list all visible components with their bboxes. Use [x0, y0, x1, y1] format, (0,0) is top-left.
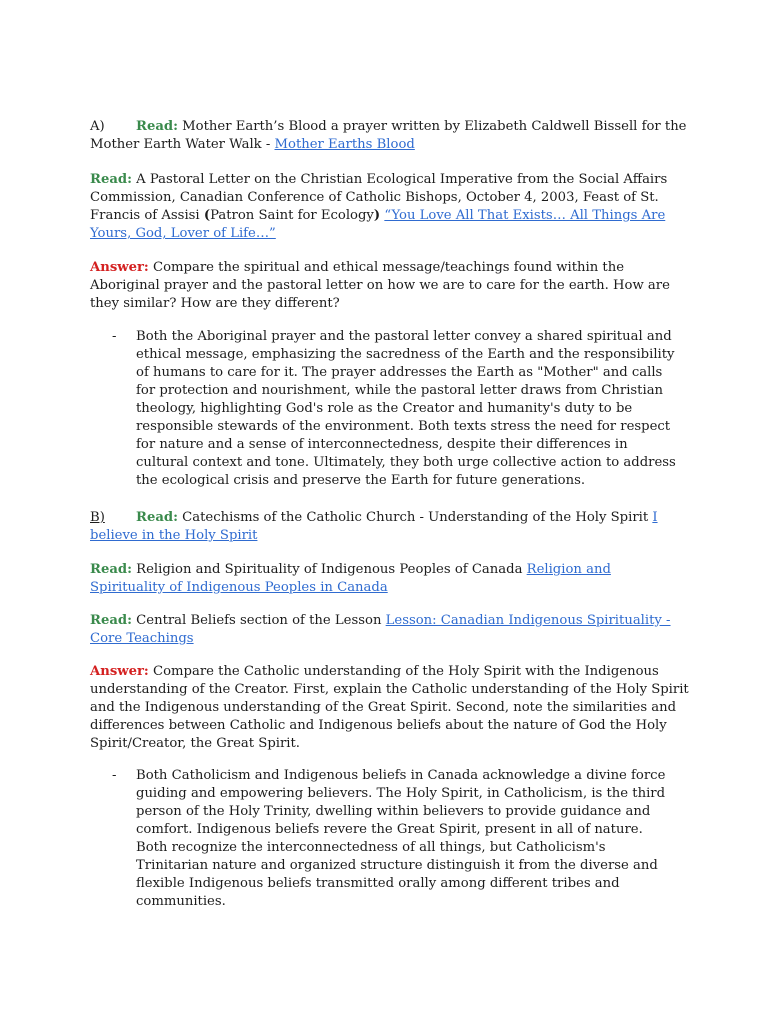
section-b-answer — [90, 663, 690, 753]
section-a-letter: A) — [90, 119, 105, 134]
patron-saint-text: Patron Saint for Ecology — [210, 208, 374, 223]
read-text: Mother Earth’s Blood a prayer written by Elizabeth Caldwell Bissell for the Mother Earth Water Walk - — [90, 119, 687, 152]
read-text: Catechisms of the Catholic Church - Understanding of the Holy Spirit — [177, 510, 653, 525]
answer-label: Answer: — [90, 260, 149, 275]
section-b-read-3 — [90, 612, 690, 648]
read-text: Central Beliefs section of the Lesson — [131, 613, 386, 628]
read-label: Read: — [90, 613, 132, 628]
mother-earths-blood-link[interactable]: Mother Earths Blood — [274, 137, 415, 152]
section-a-read-1 — [90, 118, 690, 154]
read-label: Read: — [136, 510, 178, 525]
read-label: Read: — [90, 562, 132, 577]
read-label: Read: — [136, 119, 178, 134]
paren-close: ) — [373, 208, 381, 223]
section-b-read-1 — [90, 509, 690, 545]
read-label: Read: — [90, 172, 132, 187]
paren-open: ( — [203, 208, 211, 223]
bullet-dash: - — [112, 329, 117, 344]
bullet-dash: - — [112, 768, 117, 783]
bullet-text: Both the Aboriginal prayer and the pastoral letter convey a shared spiritual and ethical message, emphasizing the sacredness of the Earth and the responsibility of humans to care for it. The prayer addresses the Earth as "Mother" and calls for protection and nourishment, while the pastoral letter draws from Christian theology, highlighting God's role as the Creator and humanity's duty to be responsible stewards of the environment. Both texts stress the need for respect for nature and a sense of interconnectedness, despite their differences in cultural context and tone. Ultimately, they both urge collective action to address the ecological crisis and preserve the Earth for future generations. — [136, 329, 676, 488]
answer-label: Answer: — [90, 664, 149, 679]
i-believe-in-the-holy-spirit-link[interactable]: I believe in the Holy Spirit — [90, 510, 658, 543]
section-a-answer — [90, 259, 690, 313]
answer-text: Compare the spiritual and ethical message/teachings found within the Aboriginal prayer and the pastoral letter on how we are to care for the earth. How are they similar? How are they different? — [90, 260, 670, 311]
core-teachings-lesson-link[interactable]: Lesson: Canadian Indigenous Spirituality - Core Teachings — [90, 613, 671, 646]
bullet-text: Both Catholicism and Indigenous beliefs in Canada acknowledge a divine force guiding and empowering believers. The Holy Spirit, in Catholicism, is the third person of the Holy Trinity, dwelling within believers to provide guidance and comfort. Indigenous beliefs revere the Great Spirit, present in all of nature. Both recognize the interconnectedness of all things, but Catholicism's Trinitarian nature and organized structure distinguish it from the diverse and flexible Indigenous beliefs transmitted orally among different tribes and communities. — [136, 768, 666, 909]
read-text: A Pastoral Letter on the Christian Ecological Imperative from the Social Affairs Commission, Canadian Conference of Catholic Bishops, October 4, 2003, Feast of St. Francis of Assisi — [90, 172, 668, 223]
read-text: Religion and Spirituality of Indigenous Peoples of Canada — [131, 562, 527, 577]
section-b-read-2 — [90, 561, 690, 597]
section-a-read-2 — [90, 171, 690, 243]
answer-text: Compare the Catholic understanding of the Holy Spirit with the Indigenous understanding of the Creator. First, explain the Catholic understanding of the Holy Spirit and the Indigenous understanding of the Great Spirit. Second, note the similarities and differences between Catholic and Indigenous beliefs about the nature of God the Holy Spirit/Creator, the Great Spirit. — [90, 664, 689, 751]
religion-spirituality-link[interactable]: Religion and Spirituality of Indigenous Peoples in Canada — [90, 562, 611, 595]
you-love-all-that-exists-link[interactable]: “You Love All That Exists… All Things Are Yours, God, Lover of Life…” — [90, 208, 666, 241]
section-b-letter: B) — [90, 510, 105, 525]
